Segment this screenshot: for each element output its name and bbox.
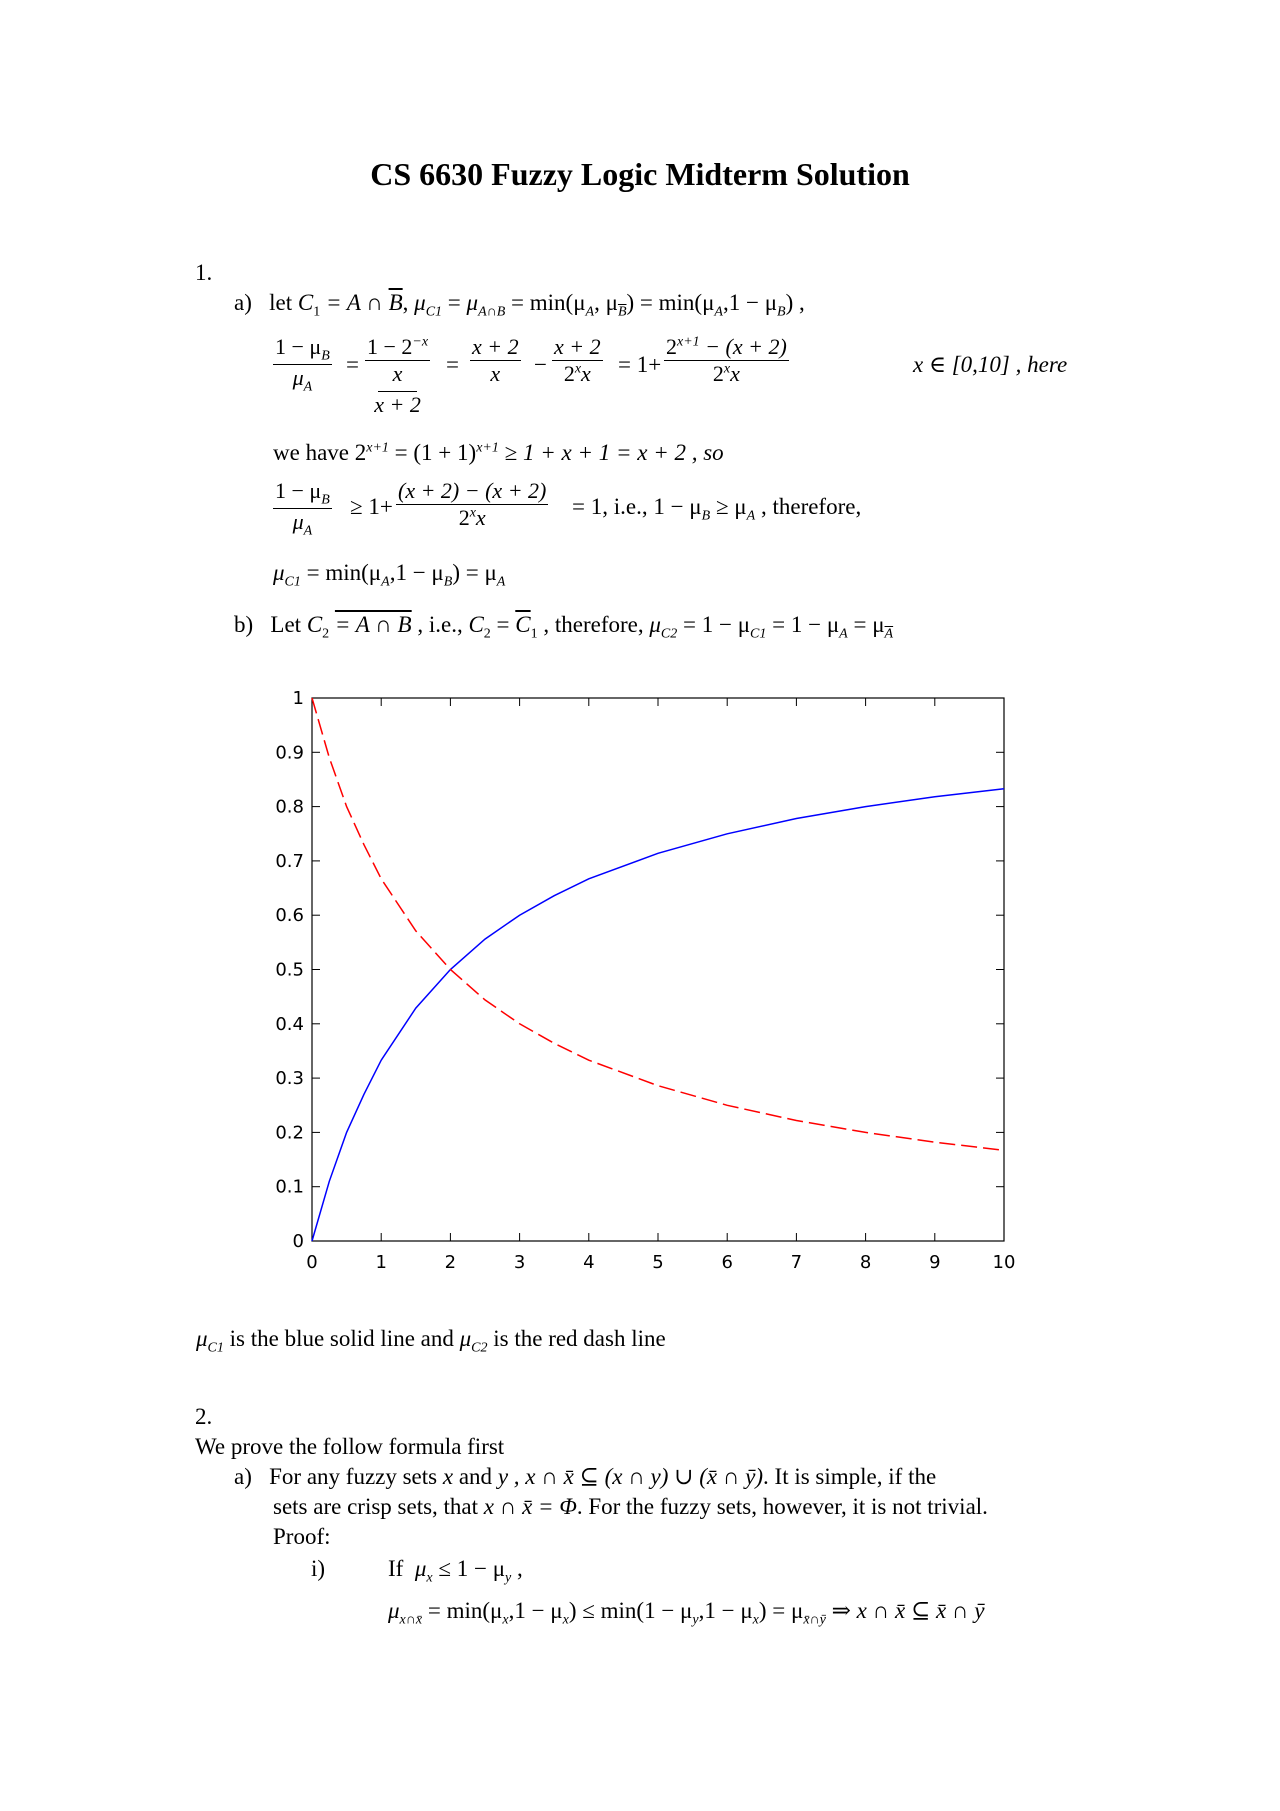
- x-tick-label: 3: [513, 1252, 526, 1273]
- y-tick-label: 0.5: [275, 959, 304, 981]
- y-tick-label: 0.9: [275, 742, 304, 764]
- q2a-line-2: sets are crisp sets, that x ∩ x̄ = Φ. For the fuzzy sets, however, it is not trivial.: [273, 1494, 988, 1519]
- fraction-1: $1 - \mu_B$ $\mu_A$: [275, 334, 330, 395]
- x-tick-label: 6: [721, 1252, 733, 1273]
- y-tick-label: 0.6: [275, 905, 304, 927]
- x-tick-label: 9: [929, 1252, 941, 1273]
- q1a-line-5: $\mu_{C1} = \min(\mu_A,1 - \mu_B) = \mu_A$: [273, 560, 506, 590]
- case-i-formula: $\mu_{x\cap x̄} = \min(\mu_x,1 - \mu_x) \le \min(1 - \mu_y,1 - \mu_x) = \mu_{x̄\cap ȳ}$ ⇒ x ∩ x̄ ⊆ x̄ ∩ ȳ: [388, 1598, 985, 1628]
- x-tick-label: 2: [444, 1252, 457, 1273]
- case-i-condition: If $\mu_x \le 1 - \mu_y$ ,: [388, 1556, 523, 1586]
- series-mu-c1-line: [312, 789, 1004, 1241]
- q1a-label: a): [234, 290, 252, 315]
- series-mu-c2-line: [312, 698, 1004, 1150]
- plot-frame: [312, 698, 1004, 1241]
- x-tick-label: 10: [992, 1252, 1016, 1273]
- x-tick-label: 5: [652, 1252, 664, 1273]
- fraction-3: x + 2 x: [472, 334, 519, 386]
- y-tick-label: 0: [292, 1231, 304, 1252]
- fraction-7: (x + 2) − (x + 2) 2$^x$x: [398, 478, 547, 530]
- question-2-number: 2.: [195, 1404, 213, 1429]
- y-tick-label: 0.1: [275, 1176, 304, 1198]
- fraction-2: $1 - 2^{-x}$ x x + 2: [367, 334, 429, 417]
- x-tick-label: 1: [375, 1252, 387, 1273]
- q1b-line: b) Let $C_2 = A$ ∩ B , i.e., $C_2 = \overline{C}_1$ , therefore, $\mu_{C2} = 1 - \mu_{C1} = 1 - \mu_A = \mu_{\overline{A}}$: [234, 612, 894, 642]
- x-tick-label: 7: [790, 1252, 803, 1273]
- q2a-line-1: a) For any fuzzy sets x and y , x ∩ x̄ ⊆ (x ∩ y) ∪ (x̄ ∩ ȳ). It is simple, if the: [234, 1464, 937, 1489]
- y-tick-label: 0.2: [275, 1122, 304, 1144]
- proof-label: Proof:: [273, 1524, 331, 1549]
- q1a-line-4-rest: = 1, i.e., $1 - \mu_B \ge \mu_A$ , therefore,: [572, 494, 862, 524]
- y-tick-label: 0.3: [275, 1068, 304, 1090]
- x-tick-label: 0: [306, 1252, 318, 1273]
- y-tick-label: 0.7: [275, 850, 304, 872]
- fraction-6: $1 - \mu_B$ $\mu_A$: [275, 478, 330, 539]
- fraction-5: $2^{x+1} - (x + 2)$ 2$^x$x: [666, 334, 787, 386]
- x-tick-label: 4: [583, 1252, 595, 1273]
- q1a-line-1: a) let $C_1 = A$ ∩ $\overline{B}$, $\mu_{C1} = \mu_{A\cap B} = \min(\mu_A$, $\mu_{\overline{B}}) = \min(\mu_A,1 - \mu_B)$ ,: [234, 290, 805, 320]
- y-tick-label: 0.4: [275, 1013, 304, 1035]
- case-i-label: i): [311, 1556, 326, 1581]
- question-1-number: 1.: [195, 260, 213, 285]
- y-tick-label: 0.8: [275, 796, 304, 818]
- domain-text: x ∈ [0,10] , here: [913, 352, 1068, 377]
- y-tick-label: 1: [292, 688, 304, 709]
- fraction-4: x + 2 2$^x$x: [554, 334, 601, 386]
- q2-intro: We prove the follow formula first: [195, 1434, 505, 1459]
- chart-caption: $\mu_{C1}$ is the blue solid line and $\mu_{C2}$ is the red dash line: [196, 1326, 666, 1356]
- page-title: CS 6630 Fuzzy Logic Midterm Solution: [370, 156, 910, 192]
- q1a-line-3: we have $2^{x+1} = (1 + 1)^{x+1} \ge 1 + x + 1 = x + 2$ , so: [273, 440, 724, 465]
- x-tick-label: 8: [859, 1252, 872, 1273]
